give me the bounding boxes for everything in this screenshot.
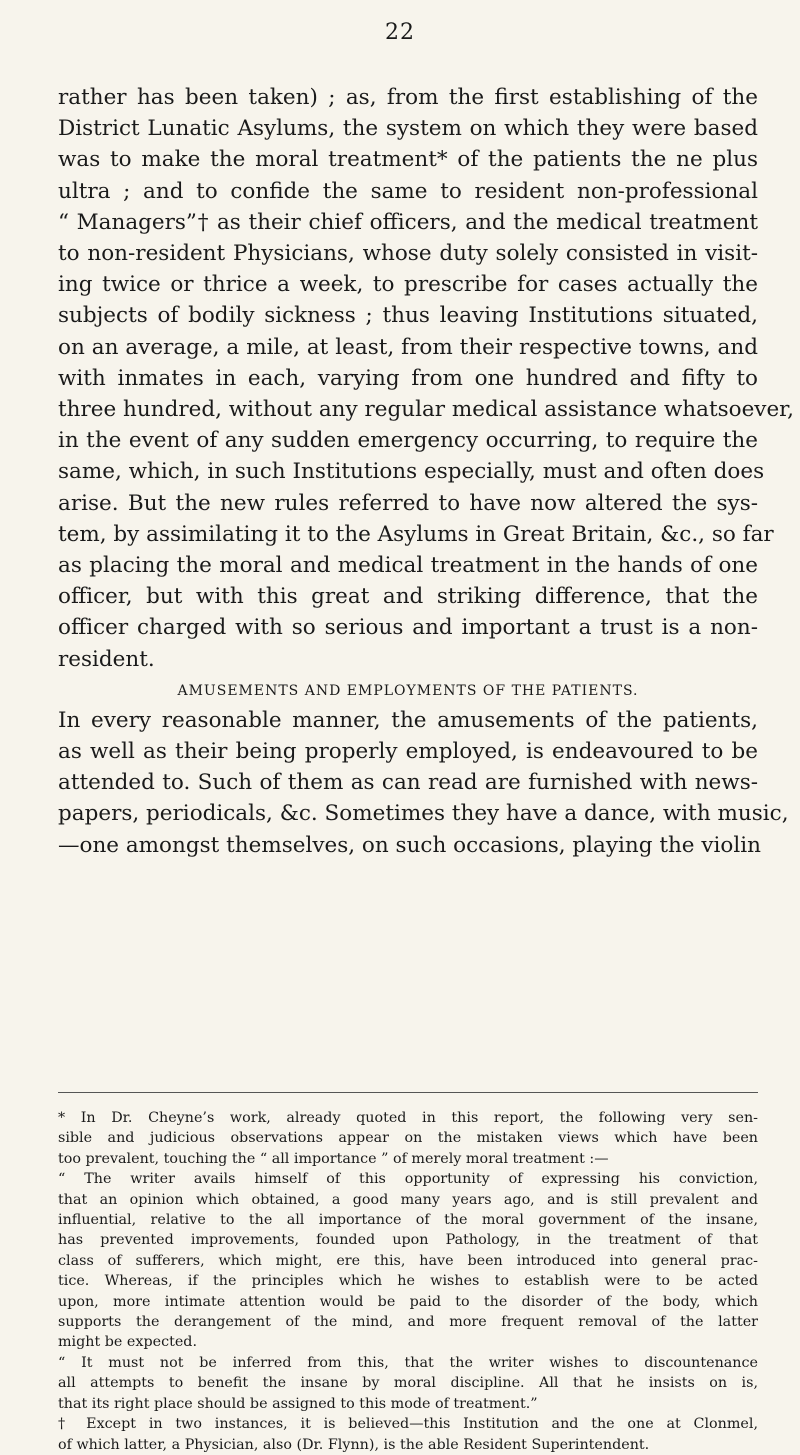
text-line: subjects of bodily sickness ; thus leaving Institutions situated, bbox=[58, 303, 758, 329]
footnote-line: influential, relative to the all importance of the moral government of the insane, bbox=[58, 1212, 758, 1229]
section-heading: AMUSEMENTS AND EMPLOYMENTS OF THE PATIENTS. bbox=[177, 682, 639, 699]
text-line: as well as their being properly employed, is endeavoured to be bbox=[58, 739, 758, 765]
text-line: on an average, a mile, at least, from their respective towns, and bbox=[58, 334, 758, 360]
main-text bbox=[58, 82, 794, 861]
footnote-line: too prevalent, touching the “ all importance ” of merely moral treatment :— bbox=[58, 1150, 609, 1167]
text-line: “ Managers”† as their chief officers, and the medical treatment bbox=[58, 209, 758, 235]
text-line: tem, by assimilating it to the Asylums in Great Britain, &c., so far bbox=[58, 521, 774, 547]
footnote-line: that its right place should be assigned to this mode of treatment.” bbox=[58, 1395, 538, 1412]
footnote-line: “ The writer avails himself of this opportunity of expressing his conviction, bbox=[58, 1171, 758, 1188]
text-line: to non-resident Physicians, whose duty solely consisted in visit- bbox=[58, 241, 758, 267]
text-line: resident. bbox=[58, 646, 155, 672]
footnote-line: that an opinion which obtained, a good many years ago, and is still prevalent and bbox=[58, 1191, 758, 1208]
paragraph-amusements bbox=[58, 705, 789, 861]
footnote-line: sible and judicious observations appear on the mistaken views which have been bbox=[58, 1130, 758, 1147]
text-line: officer, but with this great and striking difference, that the bbox=[58, 584, 758, 610]
footnote-line: upon, more intimate attention would be paid to the disorder of the body, which bbox=[58, 1293, 758, 1310]
text-line: ultra ; and to confide the same to resident non-professional bbox=[58, 178, 758, 204]
text-line: papers, periodicals, &c. Sometimes they have a dance, with music, bbox=[58, 801, 789, 827]
paragraph-system bbox=[58, 82, 794, 675]
footnotes bbox=[58, 1108, 758, 1455]
page-number: 22 bbox=[385, 20, 415, 45]
text-line: officer charged with so serious and important a trust is a non- bbox=[58, 615, 758, 641]
footnote-divider bbox=[58, 1092, 758, 1093]
text-line: In every reasonable manner, the amusements of the patients, bbox=[58, 707, 758, 733]
text-line: District Lunatic Asylums, the system on which they were based bbox=[58, 116, 758, 142]
footnote-line: of which latter, a Physician, also (Dr. Flynn), is the able Resident Superintendent. bbox=[58, 1436, 650, 1453]
footnote-line: tice. Whereas, if the principles which he wishes to establish were to be acted bbox=[58, 1273, 758, 1290]
text-line: in the event of any sudden emergency occurring, to require the bbox=[58, 428, 758, 454]
text-line: with inmates in each, varying from one hundred and fifty to bbox=[58, 365, 758, 391]
text-line: as placing the moral and medical treatment in the hands of one bbox=[58, 553, 758, 579]
footnote-line: class of sufferers, which might, ere this, have been introduced into general prac- bbox=[58, 1252, 758, 1269]
text-line: same, which, in such Institutions especially, must and often does bbox=[58, 459, 765, 485]
text-line: arise. But the new rules referred to have now altered the sys- bbox=[58, 490, 758, 516]
text-line: three hundred, without any regular medical assistance whatsoever, bbox=[58, 397, 794, 423]
footnote-line: supports the derangement of the mind, and more frequent removal of the latter bbox=[58, 1314, 758, 1331]
footnote-line: † Except in two instances, it is believed—this Institution and the one at Clonmel, bbox=[58, 1416, 758, 1433]
text-line: attended to. Such of them as can read are furnished with news- bbox=[58, 770, 758, 796]
text-line: was to make the moral treatment* of the patients the ne plus bbox=[58, 147, 758, 173]
footnote-line: * In Dr. Cheyne’s work, already quoted in this report, the following very sen- bbox=[58, 1110, 758, 1126]
text-line: ing twice or thrice a week, to prescribe for cases actually the bbox=[58, 272, 758, 298]
footnote-line: “ It must not be inferred from this, that the writer wishes to discountenance bbox=[58, 1354, 758, 1371]
footnote-line: might be expected. bbox=[58, 1334, 197, 1351]
footnote-line: has prevented improvements, founded upon Pathology, in the treatment of that bbox=[58, 1232, 758, 1249]
text-line: —one amongst themselves, on such occasions, playing the violin bbox=[58, 832, 761, 858]
footnote-line: all attempts to benefit the insane by moral discipline. All that he insists on is, bbox=[58, 1375, 758, 1392]
text-line: rather has been taken) ; as, from the first establishing of the bbox=[58, 85, 758, 110]
